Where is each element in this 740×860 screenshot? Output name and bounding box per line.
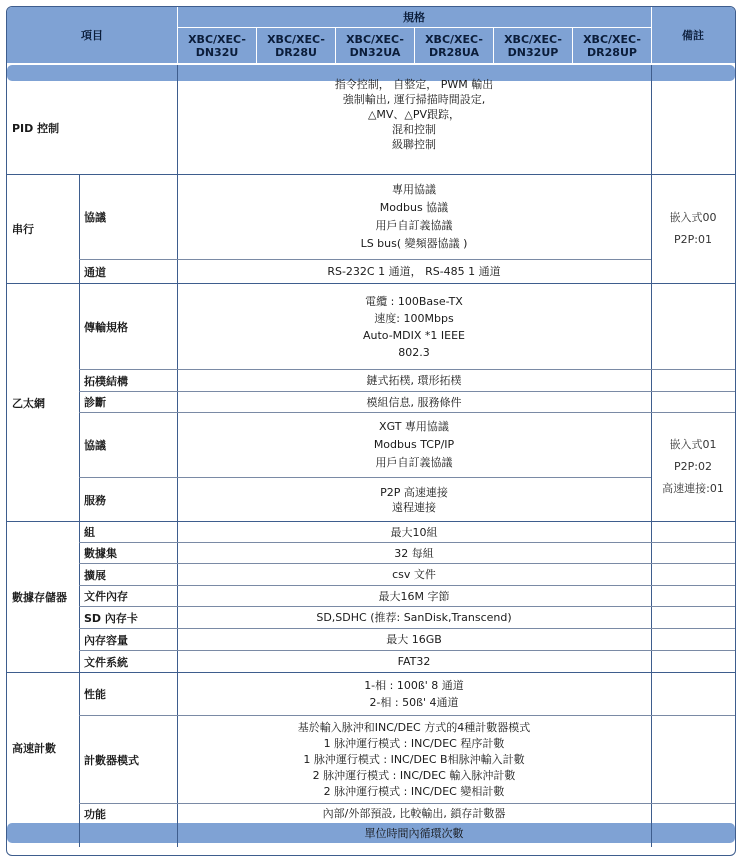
- datalogger-row-value: 32 每組: [394, 546, 434, 560]
- ethernet-notes: [651, 413, 735, 521]
- datalogger-row-label: 文件內存: [84, 590, 128, 603]
- counter-perf-line-2: 2-相 : 50ß' 4通道: [369, 696, 459, 709]
- serial-protocol-line-2: Modbus 協議: [379, 201, 449, 214]
- serial-protocol-value: [177, 175, 651, 259]
- datalogger-row-value: csv 文件: [392, 568, 436, 581]
- ethernet-protocol-label: 協議: [84, 439, 106, 452]
- ethernet-protocol-line-3: 用戶自訂義協議: [375, 456, 453, 469]
- ethernet-note-1: 嵌入式01: [669, 438, 717, 451]
- ethernet-transport-label: 傳輸規格: [84, 320, 128, 334]
- counter-mode-line-3: 1 脉沖運行模式 : INC/DEC B相脉沖輸入計數: [303, 752, 525, 766]
- header-notes: 備註: [682, 28, 704, 42]
- ethernet-note-2: P2P:02: [674, 460, 712, 473]
- datalogger-row-label: 組: [84, 526, 95, 539]
- ethernet-transport-line-3: Auto-MDIX *1 IEEE: [362, 328, 466, 342]
- serial-channel-label: 通道: [84, 265, 106, 279]
- counter-mode-line-5: 2 脉沖運行模式 : INC/DEC 變相計數: [323, 784, 505, 798]
- datalogger-row-label: 數據集: [84, 547, 117, 560]
- pid-label: PID 控制: [12, 121, 60, 135]
- datalogger-row-label: SD 內存卡: [84, 611, 138, 625]
- ethernet-service-line-2: 遠程連接: [392, 500, 436, 514]
- ethernet-transport-line-2: 速度: 100Mbps: [374, 311, 454, 325]
- datalogger-row-label: 擴展: [84, 568, 106, 582]
- counter-footer: 單位時間內循環次數: [364, 827, 464, 840]
- ethernet-transport-line-1: 電纜 : 100Base-TX: [365, 294, 463, 308]
- counter-func-value: 內部/外部預設, 比較輸出, 鎖存計數器: [322, 807, 506, 820]
- header-model-3: XBC/XEC-DN32UA: [346, 32, 404, 59]
- pid-line-3: △MV、△PV跟踪，: [367, 107, 461, 121]
- ethernet-protocol-value: [177, 413, 651, 477]
- header-item: 項目: [81, 28, 103, 42]
- ethernet-diagnosis-label: 診斷: [84, 396, 106, 409]
- ethernet-label: 乙太網: [12, 396, 45, 410]
- ethernet-topology-label: 拓樸結構: [84, 374, 128, 388]
- header-model-1: XBC/XEC-DN32U: [188, 32, 246, 59]
- datalogger-row-value: 最大16M 字節: [378, 589, 450, 603]
- datalogger-row-value: 最大10組: [390, 525, 438, 539]
- counter-mode-line-1: 基於輸入脉沖和INC/DEC 方式的4種計數器模式: [297, 720, 531, 734]
- ethernet-transport-value: [177, 284, 651, 369]
- header-model-6: XBC/XEC-DR28UP: [583, 32, 641, 59]
- counter-perf-value: [177, 673, 651, 715]
- ethernet-service-label: 服務: [84, 493, 106, 507]
- ethernet-topology-value: 鏈式拓樸, 環形拓樸: [366, 374, 462, 387]
- pid-line-5: 級聯控制: [392, 137, 436, 151]
- counter-perf-line-1: 1-相 : 100ß' 8 通道: [364, 679, 464, 692]
- counter-perf-label: 性能: [84, 688, 106, 701]
- counter-mode-value: [177, 716, 651, 803]
- serial-protocol-line-1: 專用協議: [392, 183, 436, 196]
- datalogger-row-value: FAT32: [397, 655, 431, 668]
- header-model-5: XBC/XEC-DN32UP: [504, 32, 562, 59]
- ethernet-protocol-line-2: Modbus TCP/IP: [373, 438, 455, 451]
- serial-note-2: P2P:01: [674, 233, 712, 246]
- datalogger-row-value: SD,SDHC (推荐: SanDisk,Transcend): [316, 611, 512, 624]
- datalogger-row-label: 內存容量: [84, 633, 128, 647]
- ethernet-protocol-line-1: XGT 專用協議: [379, 420, 449, 433]
- datalogger-row-value: 最大 16GB: [386, 633, 442, 646]
- counter-label: 高速計數: [12, 742, 56, 755]
- serial-note-1: 嵌入式00: [669, 211, 717, 224]
- pid-line-4: 混和控制: [392, 122, 436, 136]
- counter-mode-line-2: 1 脉沖運行模式 : INC/DEC 程序計數: [323, 736, 505, 750]
- ethernet-transport-line-4: 802.3: [398, 345, 430, 359]
- header-model-2: XBC/XEC-DR28U: [267, 32, 325, 59]
- pid-value: [177, 69, 651, 159]
- counter-mode-label: 計數器模式: [84, 753, 139, 767]
- serial-label: 串行: [12, 223, 34, 236]
- header-model-4: XBC/XEC-DR28UA: [425, 32, 483, 59]
- counter-mode-line-4: 2 脉沖運行模式 : INC/DEC 輸入脉沖計數: [312, 768, 516, 782]
- counter-func-label: 功能: [84, 807, 106, 821]
- ethernet-note-3: 高速連接:01: [662, 482, 724, 495]
- datalogger-label: 數據存儲器: [12, 591, 67, 604]
- serial-protocol-line-4: LS bus( 變頻器協議 ): [360, 237, 468, 250]
- ethernet-diagnosis-value: 模組信息, 服務條件: [366, 395, 462, 409]
- ethernet-service-line-1: P2P 高速連接: [380, 485, 448, 499]
- spec-table: [6, 6, 736, 856]
- pid-line-2: 強制輸出, 運行掃描時間設定,: [342, 92, 486, 106]
- serial-channel-value: RS-232C 1 通道， RS-485 1 通道: [327, 265, 501, 278]
- ethernet-service-value: [177, 478, 651, 521]
- pid-line-1: 指令控制， 自整定， PWM 輸出: [334, 77, 494, 91]
- serial-notes: [651, 175, 735, 283]
- serial-protocol-label: 協議: [84, 211, 106, 224]
- datalogger-row-label: 文件系統: [84, 655, 128, 669]
- serial-protocol-line-3: 用戶自訂義協議: [375, 219, 453, 232]
- header-spec: 規格: [403, 10, 425, 24]
